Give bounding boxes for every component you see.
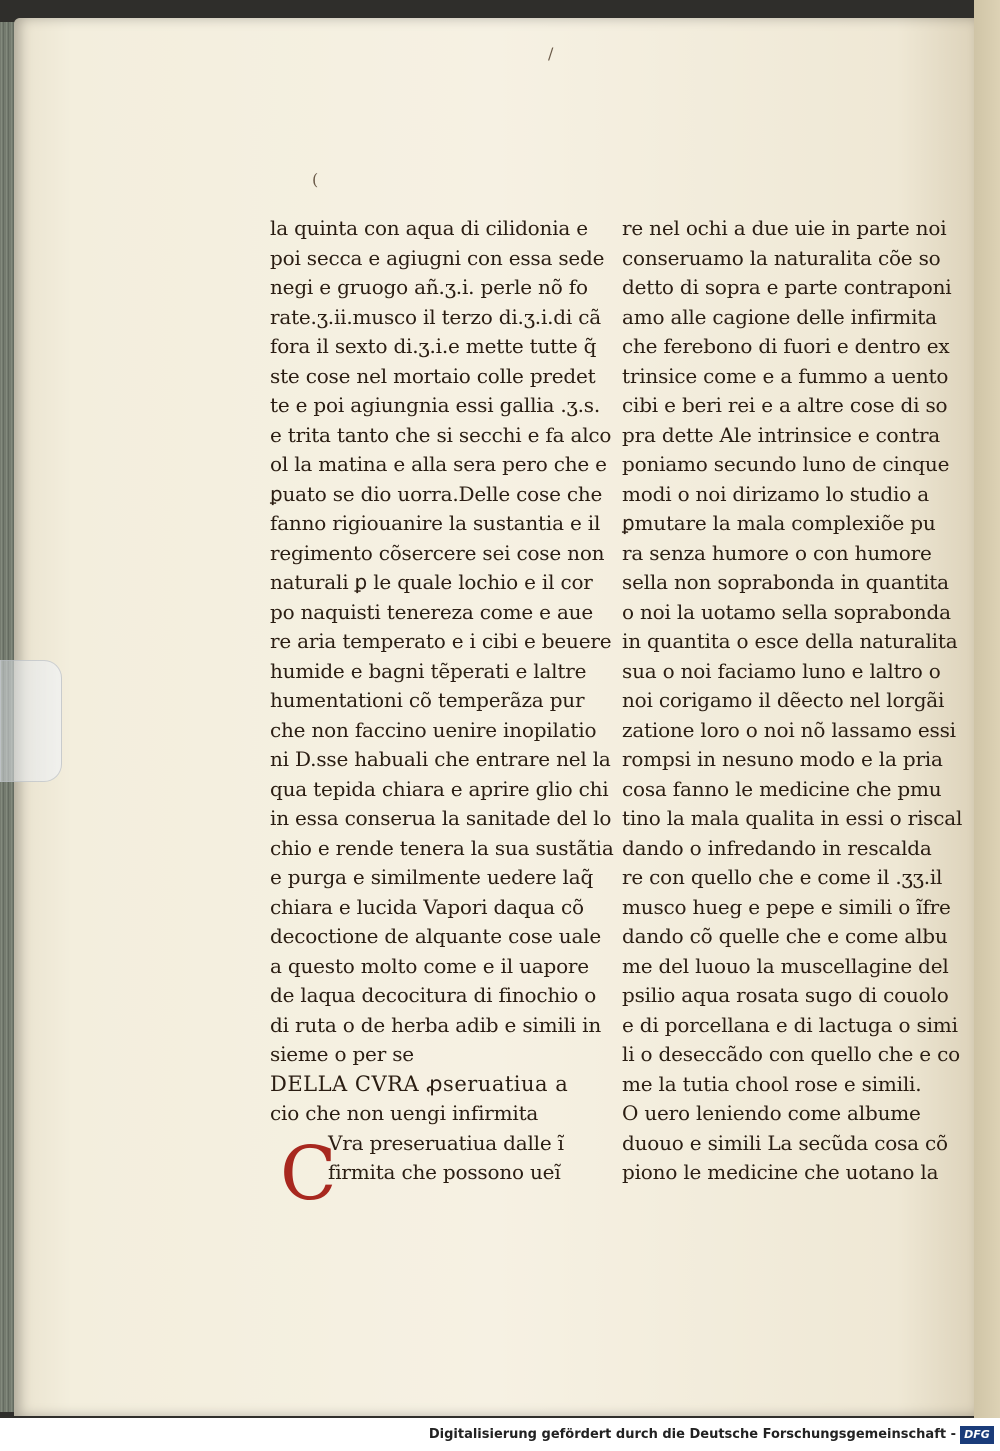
text-line: poi secca e agiugni con essa sede	[270, 245, 605, 270]
right-column	[622, 214, 963, 1188]
text-line: ra senza humore o con humore	[622, 540, 932, 565]
text-line: amo alle cagione delle infirmita	[622, 304, 937, 329]
text-line: sella non soprabonda in quantita	[622, 570, 949, 594]
text-line: che non faccino uenire inopilatio	[270, 717, 597, 742]
text-line: trinsice come e a fummo a uento	[622, 363, 949, 388]
text-line: qua tepida chiara e aprire glio chi	[270, 776, 609, 801]
text-line: re nel ochi a due uie in parte noi	[622, 216, 947, 240]
text-line: rompsi in nesuno modo e la pria	[622, 747, 943, 771]
text-line: tino la mala qualita in essi o riscal	[622, 806, 963, 830]
text-line: fora il sexto di.ʒ.i.e mette tutte q̃	[270, 334, 597, 358]
text-line: zatione loro o noi nõ lassamo essi	[622, 717, 956, 742]
text-line: regimento cõsercere sei cose non	[270, 540, 605, 565]
text-line: in quantita o esce della naturalita	[622, 629, 958, 653]
section-heading: DELLA CVRA ꝓseruatiua a	[270, 1071, 569, 1096]
page-clip	[0, 660, 62, 782]
left-column	[270, 214, 614, 1217]
text-line: ni D.sse habuali che entrare nel la	[270, 747, 611, 771]
text-line: li o deseccãdo con quello che e co	[622, 1042, 960, 1066]
text-line: rate.ʒ.ii.musco il terzo di.ʒ.i.di cã	[270, 304, 601, 329]
footer-bar	[0, 1418, 1000, 1451]
text-line: cibi e beri rei e a altre cose di so	[622, 393, 948, 417]
text-line: psilio aqua rosata sugo di couolo	[622, 983, 949, 1007]
initial-line: firmita che possono ueĩ	[328, 1160, 561, 1184]
text-line: naturali ꝑ le quale lochio e il cor	[270, 570, 593, 594]
initial-block	[270, 1129, 580, 1217]
text-line: e purga e similmente uedere laq̃	[270, 865, 594, 889]
next-page-edge	[974, 0, 1000, 1420]
text-line: poniamo secundo luno de cinque	[622, 452, 950, 476]
text-line: me la tutia chool rose e simili.	[622, 1071, 922, 1096]
text-line: de laqua decocitura di finochio o	[270, 983, 597, 1007]
text-line: humide e bagni tẽperati e laltre	[270, 658, 587, 683]
left-column-text	[270, 214, 614, 1070]
text-line: dando cõ quelle che e come albu	[622, 924, 948, 948]
right-column-text	[622, 214, 963, 1188]
text-line: noi corigamo il dẽecto nel lorgãi	[622, 688, 945, 712]
text-line: re aria temperato e i cibi e beuere	[270, 629, 612, 653]
text-line: me del luouo la muscellagine del	[622, 953, 949, 978]
text-line: chio e rende tenera la sua sustãtia	[270, 835, 614, 860]
text-line: che ferebono di fuori e dentro ex	[622, 334, 950, 358]
rubricated-initial: C	[280, 1130, 337, 1217]
text-line: in essa conserua la sanitade del lo	[270, 806, 612, 830]
text-line: sua o noi faciamo luno e laltro o	[622, 658, 941, 683]
page-mark: (	[312, 170, 319, 189]
text-line: humentationi cõ temperãza pur	[270, 688, 585, 712]
text-line: re con quello che e come il .ʒʒ.il	[622, 865, 943, 889]
page-mark: /	[548, 44, 554, 63]
text-line: pra dette Ale intrinsice e contra	[622, 422, 941, 447]
text-line: dando o infredando in rescalda	[622, 835, 932, 860]
text-line: o noi la uotamo sella soprabonda	[622, 599, 951, 624]
text-line: ste cose nel mortaio colle predet	[270, 363, 596, 388]
text-line: duouo e simili La secũda cosa cõ	[622, 1130, 948, 1155]
text-line: te e poi agiungnia essi gallia .ʒ.s.	[270, 393, 601, 417]
text-line: O uero leniendo come albume	[622, 1101, 921, 1125]
initial-line: Vra preseruatiua dalle ĩ	[328, 1130, 564, 1155]
text-line: la quinta con aqua di cilidonia e	[270, 216, 588, 240]
text-line: chiara e lucida Vapori daqua cõ	[270, 894, 584, 919]
text-line: di ruta o de herba adib e simili in	[270, 1012, 601, 1037]
text-line: po naquisti tenereza come e aue	[270, 599, 593, 624]
text-line: ꝑuato se dio uorra.Delle cose che	[270, 481, 603, 506]
text-line: detto di sopra e parte contraponi	[622, 275, 952, 299]
text-line: modi o noi dirizamo lo studio a	[622, 481, 929, 506]
text-line: a questo molto come e il uapore	[270, 953, 589, 978]
dfg-logo: DFG	[960, 1426, 994, 1444]
text-line: e trita tanto che si secchi e fa alco	[270, 422, 612, 447]
section-heading-cont: cio che non uengi infirmita	[270, 1101, 539, 1125]
text-line: negi e gruogo añ.ʒ.i. perle nõ fo	[270, 275, 588, 299]
text-line: piono le medicine che uotano la	[622, 1160, 939, 1184]
text-line: e di porcellana e di lactuga o simi	[622, 1012, 958, 1037]
text-line: sieme o per se	[270, 1042, 414, 1066]
text-line: fanno rigiouanire la sustantia e il	[270, 511, 601, 535]
footer-text: Digitalisierung gefördert durch die Deutsche Forschungsgemeinschaft -	[428, 1427, 956, 1442]
text-line: ol la matina e alla sera pero che e	[270, 452, 607, 476]
text-line: musco hueg e pepe e simili o ĩfre	[622, 894, 951, 919]
text-line: cosa fanno le medicine che pmu	[622, 776, 942, 801]
text-line: ꝑmutare la mala complexiõe pu	[622, 511, 936, 535]
text-line: decoctione de alquante cose uale	[270, 924, 602, 948]
text-line: conseruamo la naturalita cõe so	[622, 245, 941, 270]
